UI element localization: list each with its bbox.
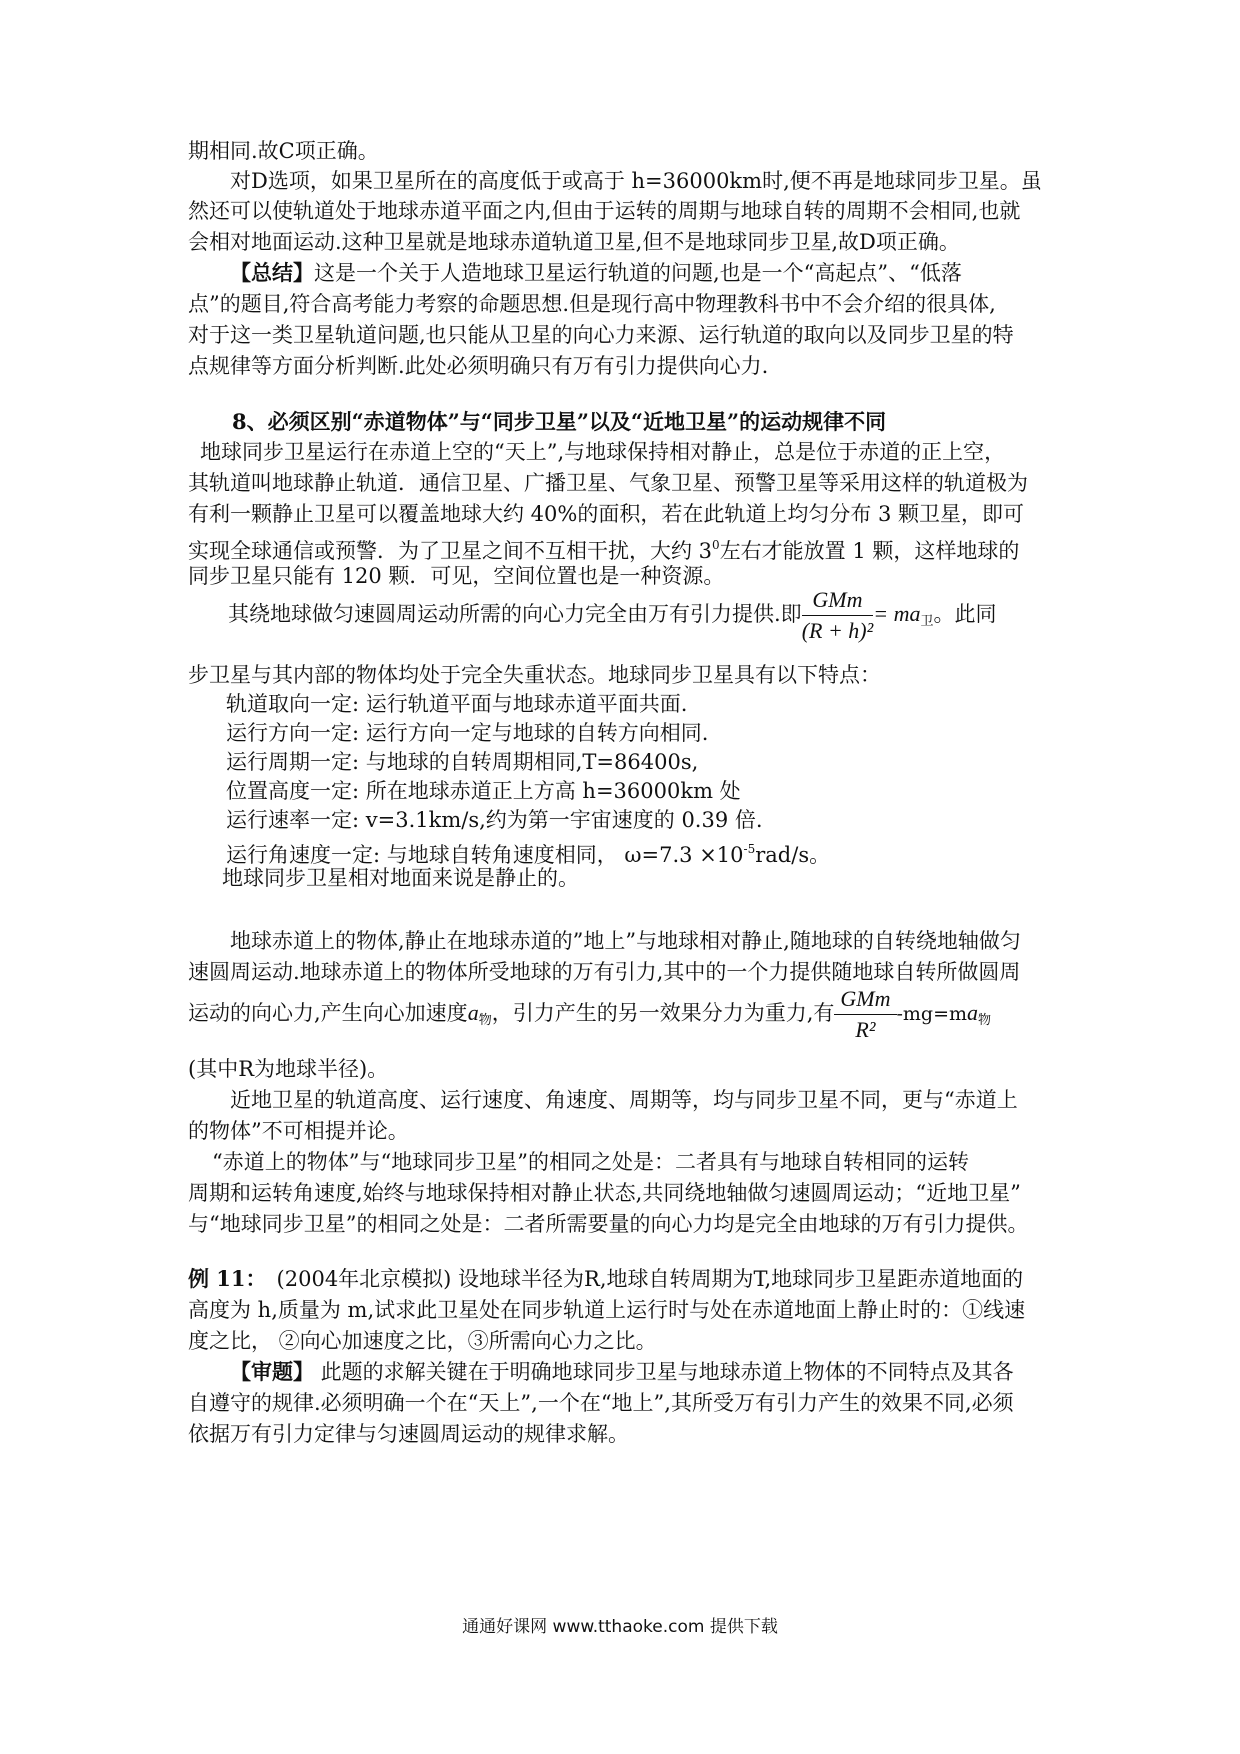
feature-item: 运行周期一定: 与地球的自转周期相同,T=86400s, <box>226 750 699 774</box>
formula-line: 运动的向心力,产生向心加速度$a_物$，引力产生的另一效果分力为重力,有 $\frac{\text{GMm}}{\text{R²}}$ $-mg=ma_物$ <box>188 986 992 1042</box>
text-line: 近地卫星的轨道高度、运行速度、角速度、周期等，均与同步卫星不同，更与“赤道上 <box>230 1088 1018 1112</box>
analysis-line: 【审题】 此题的求解关键在于明确地球同步卫星与地球赤道上物体的不同特点及其各 <box>230 1359 1014 1384</box>
text-line: (其中R为地球半径)。 <box>188 1057 389 1081</box>
formula-line: 其绕地球做匀速圆周运动所需的向心力完全由万有引力提供.即 $\frac{\text{GMm}}{\text{(R + h)²}}$ = $ma_卫$。此同 <box>228 587 997 643</box>
feature-item: 位置高度一定: 所在地球赤道正上方高 h=36000km 处 <box>226 779 741 803</box>
text-line: “赤道上的物体”与“地球同步卫星”的相同之处是：二者具有与地球自转相同的运转 <box>212 1150 969 1174</box>
gravity-fraction: $\frac{\text{GMm}}{\text{R²}}$ <box>834 986 896 1043</box>
summary-line: 【总结】这是一个关于人造地球卫星运行轨道的问题,也是一个“高起点”、“低落 <box>230 260 962 285</box>
example-line: 例 11： (2004年北京模拟) 设地球半径为R,地球自转周期为T,地球同步卫星距赤道地面的 <box>188 1266 1024 1291</box>
text-line: 点规律等方面分析判断.此处必须明确只有万有引力提供向心力. <box>188 354 769 378</box>
text-line: 周期和运转角速度,始终与地球保持相对静止状态,共同绕地轴做匀速圆周运动；“近地卫星” <box>188 1181 1021 1205</box>
text-line: 然还可以使轨道处于地球赤道平面之内,但由于运转的周期与地球自转的周期不会相同,也就 <box>188 199 1021 223</box>
text-line: 高度为 h,质量为 m,试求此卫星处在同步轨道上运行时与处在赤道地面上静止时的：①线速 <box>188 1298 1026 1322</box>
gravitation-fraction: $\frac{\text{GMm}}{\text{(R + h)²}}$ <box>801 587 874 643</box>
text-line: 期相同.故C项正确。 <box>188 139 379 163</box>
text-line: 依据万有引力定律与匀速圆周运动的规律求解。 <box>188 1422 629 1446</box>
text-line: 实现全球通信或预警．为了卫星之间不互相干扰，大约 $3^0$左右才能放置 1 颗，这样地球的 <box>188 538 1020 563</box>
text-line: 地球同步卫星相对地面来说是静止的。 <box>222 866 579 890</box>
text-line: 地球同步卫星运行在赤道上空的“天上”,与地球保持相对静止，总是位于赤道的正上空， <box>200 440 1006 464</box>
text-line: 有利一颗静止卫星可以覆盖地球大约 40%的面积，若在此轨道上均匀分布 3 颗卫星，即可 <box>188 502 1025 526</box>
text-line: 同步卫星只能有 120 颗．可见，空间位置也是一种资源。 <box>188 564 725 588</box>
text-line: 速圆周运动.地球赤道上的物体所受地球的万有引力,其中的一个力提供随地球自转所做圆周 <box>188 960 1021 984</box>
section-heading: 8、必须区别“赤道物体”与“同步卫星”以及“近地卫星”的运动规律不同 <box>232 409 887 434</box>
summary-tag: 【总结】 <box>230 260 314 285</box>
text-line: 与“地球同步卫星”的相同之处是：二者所需要量的向心力均是完全由地球的万有引力提供。 <box>188 1212 1029 1236</box>
feature-item: 运行方向一定: 运行方向一定与地球的自转方向相同. <box>226 721 709 745</box>
feature-item: 运行速率一定: v=3.1km/s,约为第一宇宙速度的 0.39 倍. <box>226 808 763 832</box>
text-line: 对于这一类卫星轨道问题,也只能从卫星的向心力来源、运行轨道的取向以及同步卫星的特 <box>188 323 1014 347</box>
text-line: 度之比， ②向心加速度之比，③所需向心力之比。 <box>188 1329 657 1353</box>
degree-superscript: 0 <box>712 538 720 552</box>
text-line: 步卫星与其内部的物体均处于完全失重状态。地球同步卫星具有以下特点： <box>188 663 881 687</box>
analysis-tag: 【审题】 <box>230 1359 314 1384</box>
text-line: 会相对地面运动.这种卫星就是地球赤道轨道卫星,但不是地球同步卫星,故D项正确。 <box>188 230 960 254</box>
text-line: 自遵守的规律.必须明确一个在“天上”,一个在“地上”,其所受万有引力产生的效果不同,必须 <box>188 1391 1014 1415</box>
page-footer: 通通好课网 www.tthaoke.com 提供下载 <box>462 1617 778 1637</box>
feature-item: 轨道取向一定: 运行轨道平面与地球赤道平面共面. <box>226 692 688 716</box>
text-line: 的物体”不可相提并论。 <box>188 1119 409 1143</box>
feature-item: 运行角速度一定: 与地球自转角速度相同， $\omega=7.3 \times 10^{-5}rad/s$。 <box>226 842 831 867</box>
text-line: 对D选项，如果卫星所在的高度低于或高于 h=36000km时,便不再是地球同步卫星。虽 <box>230 169 1042 193</box>
text-line: 地球赤道上的物体,静止在地球赤道的”地上”与地球相对静止,随地球的自转绕地轴做匀 <box>230 929 1021 953</box>
text-line: 其轨道叫地球静止轨道．通信卫星、广播卫星、气象卫星、预警卫星等采用这样的轨道极为 <box>188 471 1028 495</box>
example-label: 例 11： <box>188 1266 267 1291</box>
text-line: 点”的题目,符合高考能力考察的命题思想.但是现行高中物理教科书中不会介绍的很具体, <box>188 292 996 316</box>
